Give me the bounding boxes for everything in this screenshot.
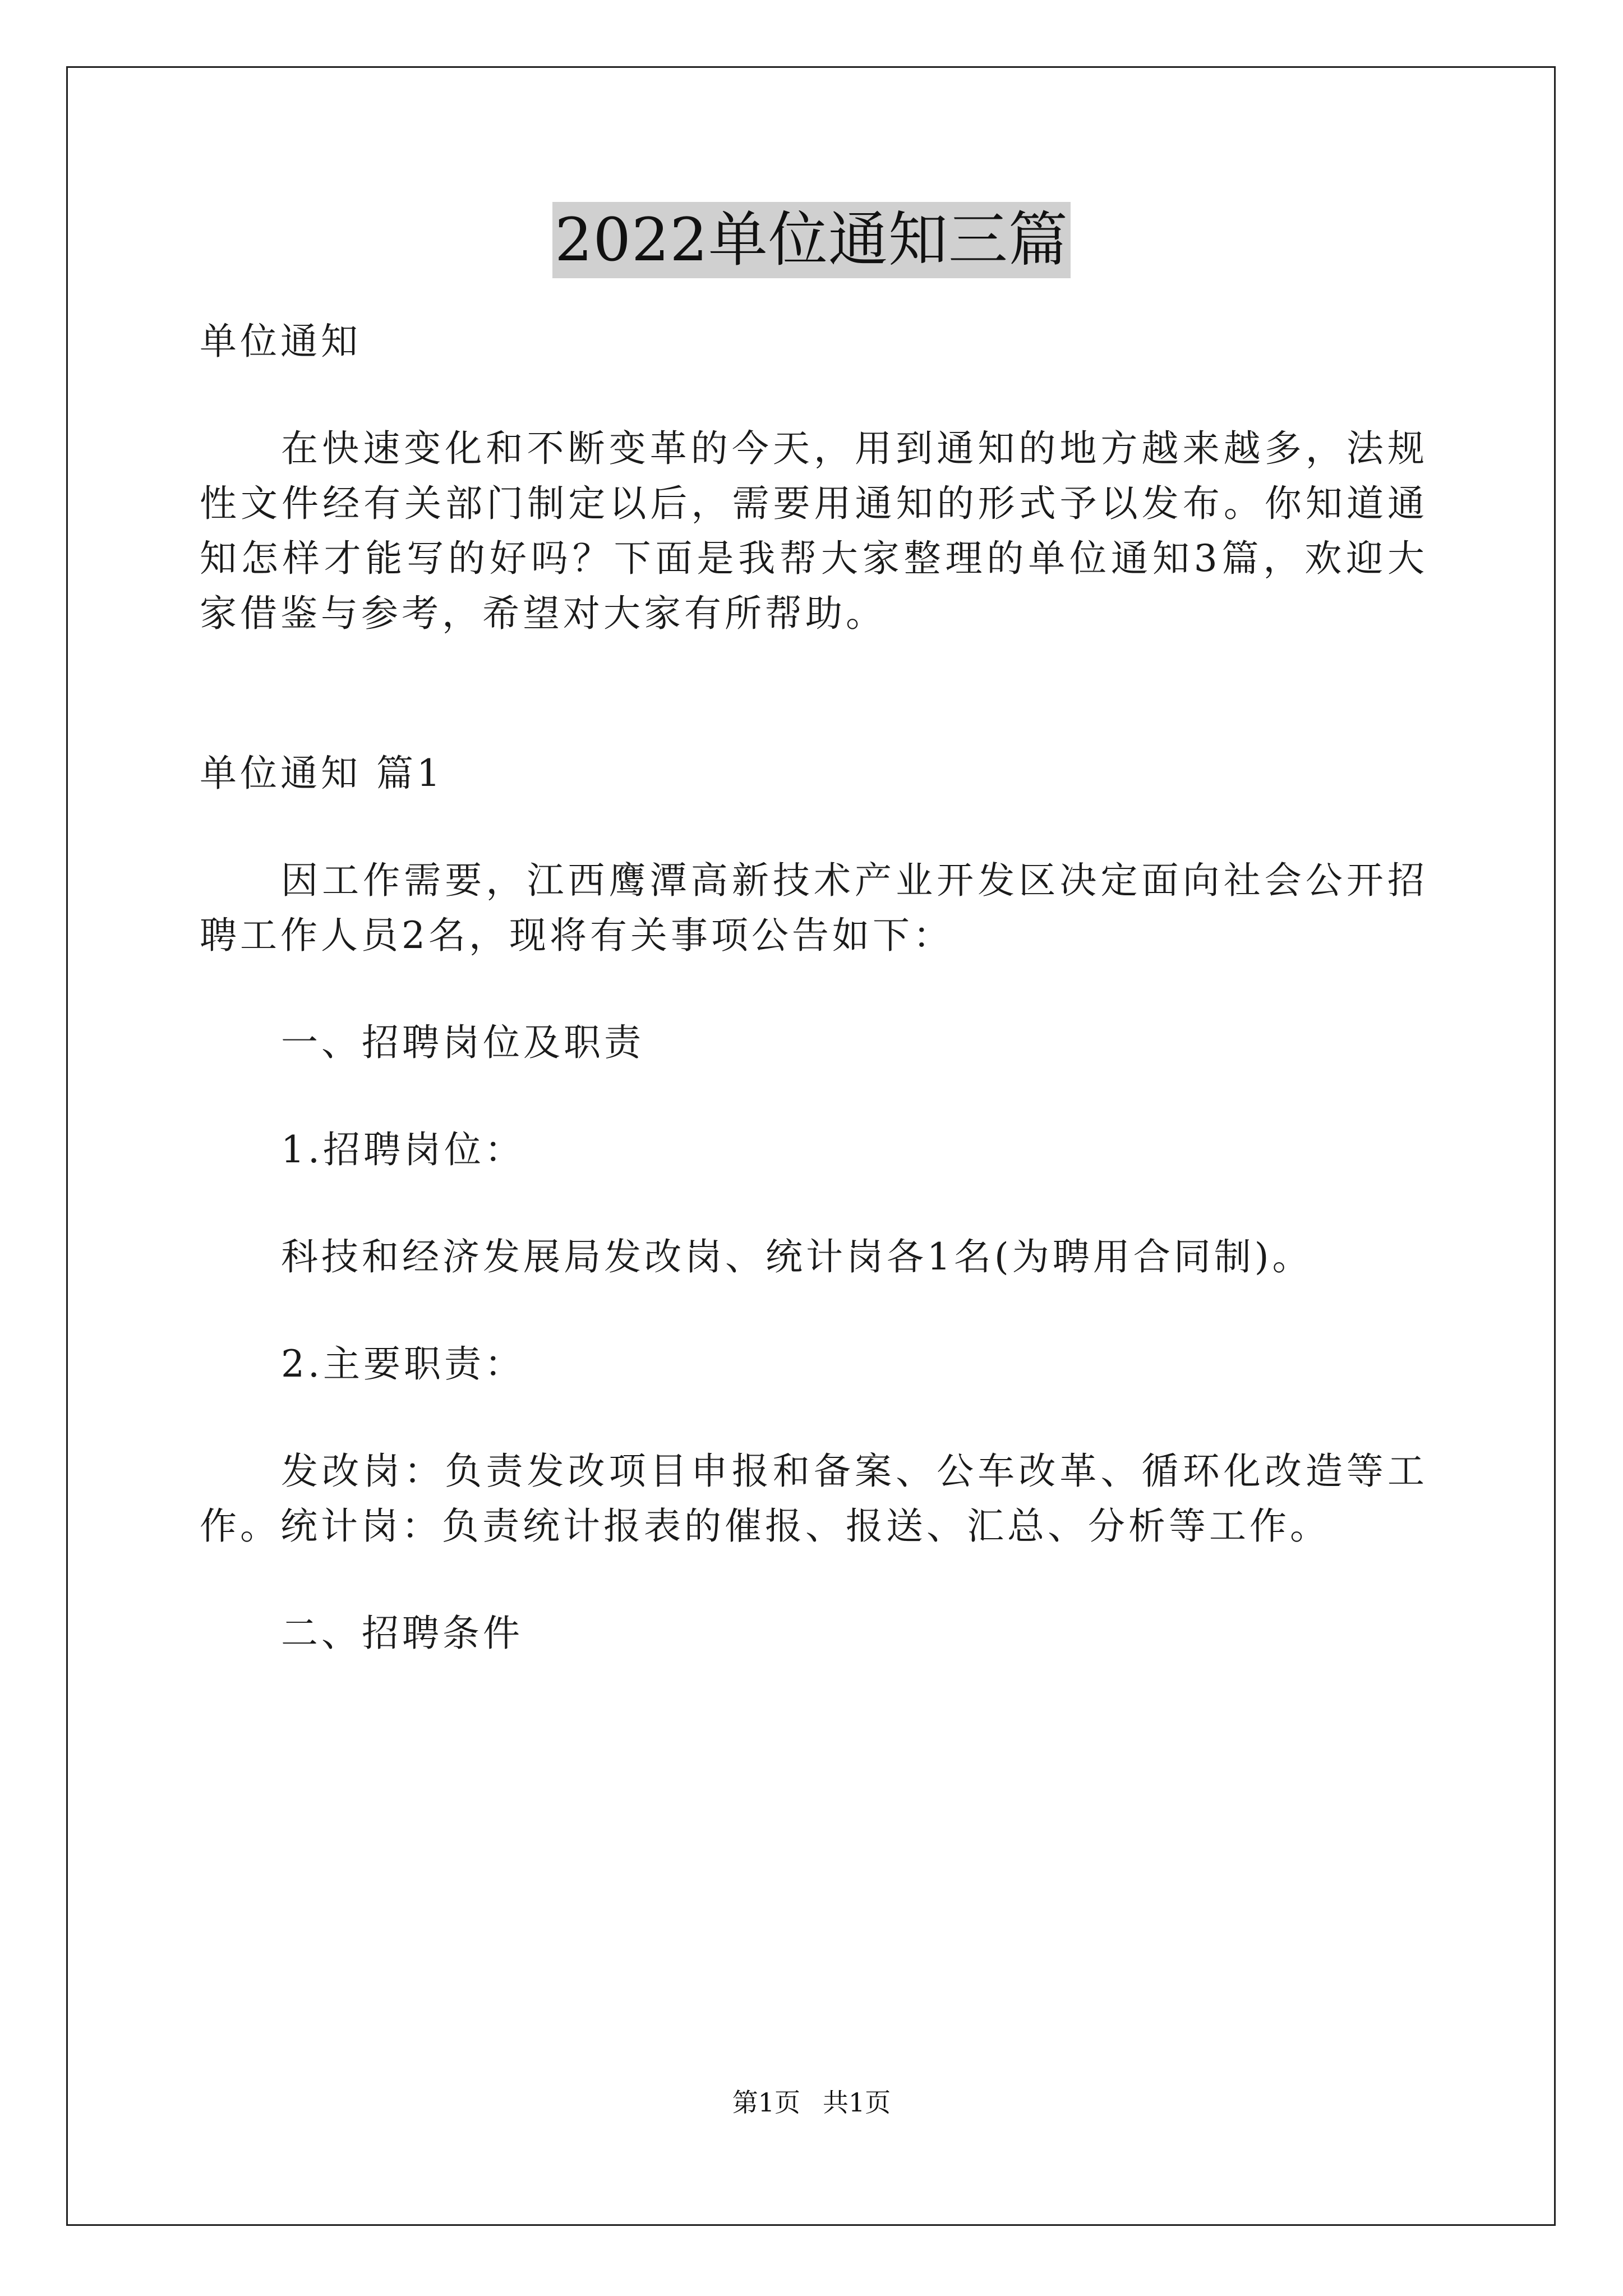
title-container <box>0 202 1623 278</box>
section-spacer <box>200 693 1428 746</box>
section-heading-intro: 单位通知 <box>200 320 361 363</box>
intro-paragraph: 在快速变化和不断变革的今天，用到通知的地方越来越多，法规性文件经有关部门制定以后，需要用通知的形式予以发布。你知道通知怎样才能写的好吗？下面是我帮大家整理的单位通知3篇，欢迎大家借鉴与参考，希望对大家有所帮助。 <box>200 427 1428 635</box>
part1-paragraph-duties-detail: 发改岗：负责发改项目申报和备案、公车改革、循环化改造等工作。统计岗：负责统计报表的催报、报送、汇总、分析等工作。 <box>200 1450 1428 1548</box>
document-body <box>200 314 1428 1713</box>
part1-item-positions: 1.招聘岗位： <box>281 1128 525 1171</box>
part1-paragraph-positions-detail: 科技和经济发展局发改岗、统计岗各1名(为聘用合同制)。 <box>281 1235 1313 1278</box>
page-number-current: 第1页 <box>732 2087 800 2118</box>
part1-subheading-positions: 一、招聘岗位及职责 <box>281 1021 644 1064</box>
document-title: 2022单位通知三篇 <box>552 202 1071 278</box>
section-heading-part1: 单位通知 篇1 <box>200 752 444 795</box>
part1-subheading-conditions: 二、招聘条件 <box>281 1612 523 1655</box>
page-footer <box>0 2086 1623 2119</box>
part1-item-duties: 2.主要职责： <box>281 1342 525 1386</box>
page-number-total: 共1页 <box>823 2087 891 2118</box>
part1-paragraph-announcement: 因工作需要，江西鹰潭高新技术产业开发区决定面向社会公开招聘工作人员2名，现将有关事项公告如下： <box>200 859 1428 957</box>
